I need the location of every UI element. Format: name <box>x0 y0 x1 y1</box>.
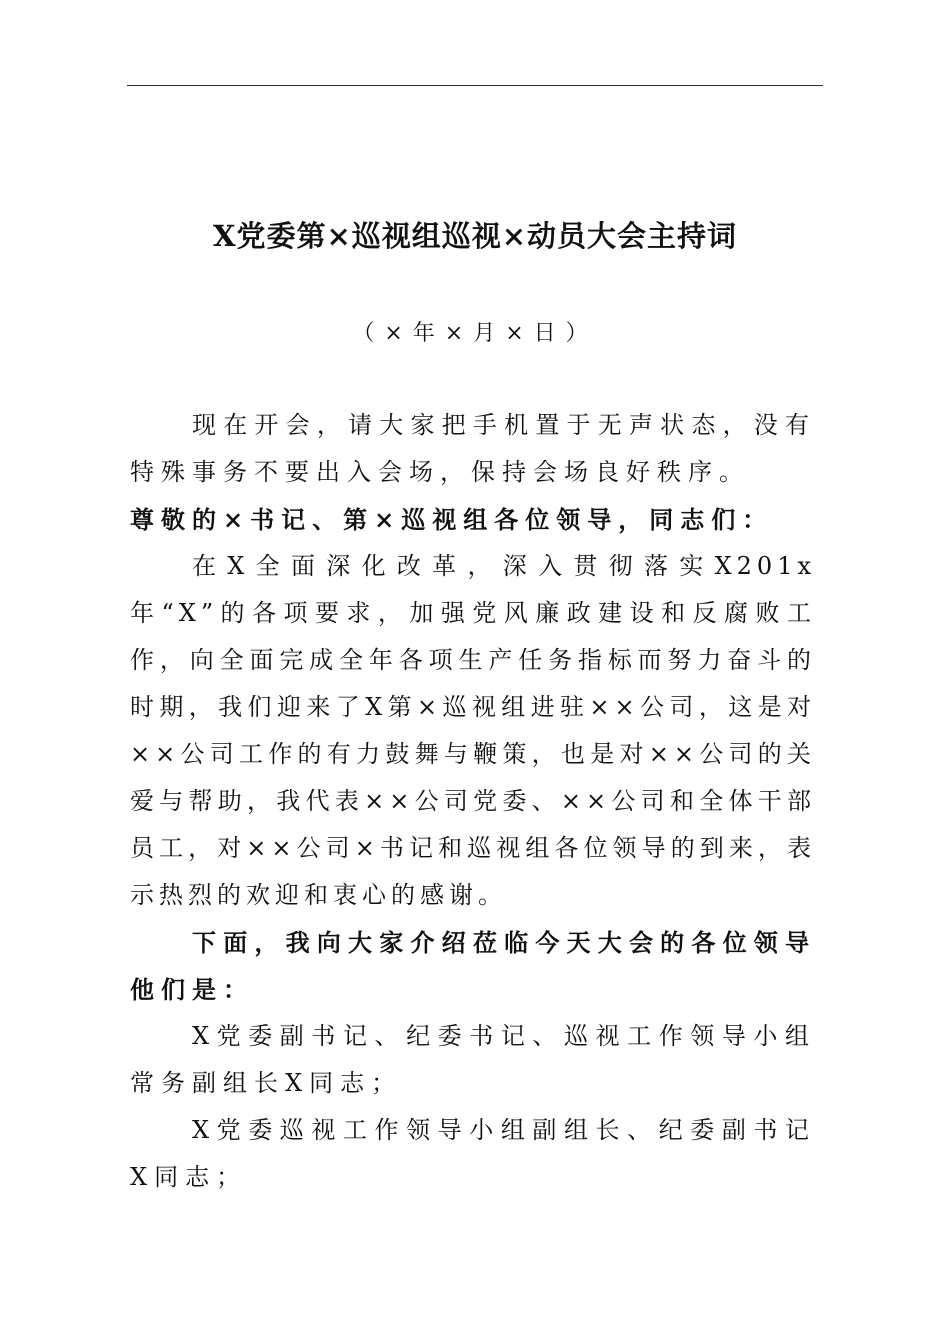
paragraph-leader-2: X党委巡视工作领导小组副组长、纪委副书记X同志； <box>130 1116 816 1191</box>
paragraph-opening: 现在开会，请大家把手机置于无声状态，没有特殊事务不要出入会场，保持会场良好秩序。 <box>130 411 816 486</box>
paragraph-leader-1: X党委副书记、纪委书记、巡视工作领导小组常务副组长X同志； <box>130 1022 816 1097</box>
header-rule <box>127 85 823 86</box>
document-date: （×年×月×日） <box>352 321 598 346</box>
paragraph-introduction: 下面，我向大家介绍莅临今天大会的各位领导他们是： <box>130 928 816 1004</box>
document-body <box>130 402 816 1201</box>
paragraph-welcome: 在X全面深化改革，深入贯彻落实X201x年“X”的各项要求，加强党风廉政建设和反腐败工作，向全面完成全年各项生产任务指标而努力奋斗的时期，我们迎来了X第×巡视组进驻××公司，这是对××公司工作的有力鼓舞与鞭策，也是对××公司的关爱与帮助，我代表××公司党委、××公司和全体干部员工，对××公司×书记和巡视组各位领导的到来，表示热烈的欢迎和衷心的感谢。 <box>130 552 816 909</box>
paragraph-salutation: 尊敬的×书记、第×巡视组各位领导，同志们： <box>130 505 774 534</box>
document-title: X党委第×巡视组巡视×动员大会主持词 <box>212 219 738 253</box>
